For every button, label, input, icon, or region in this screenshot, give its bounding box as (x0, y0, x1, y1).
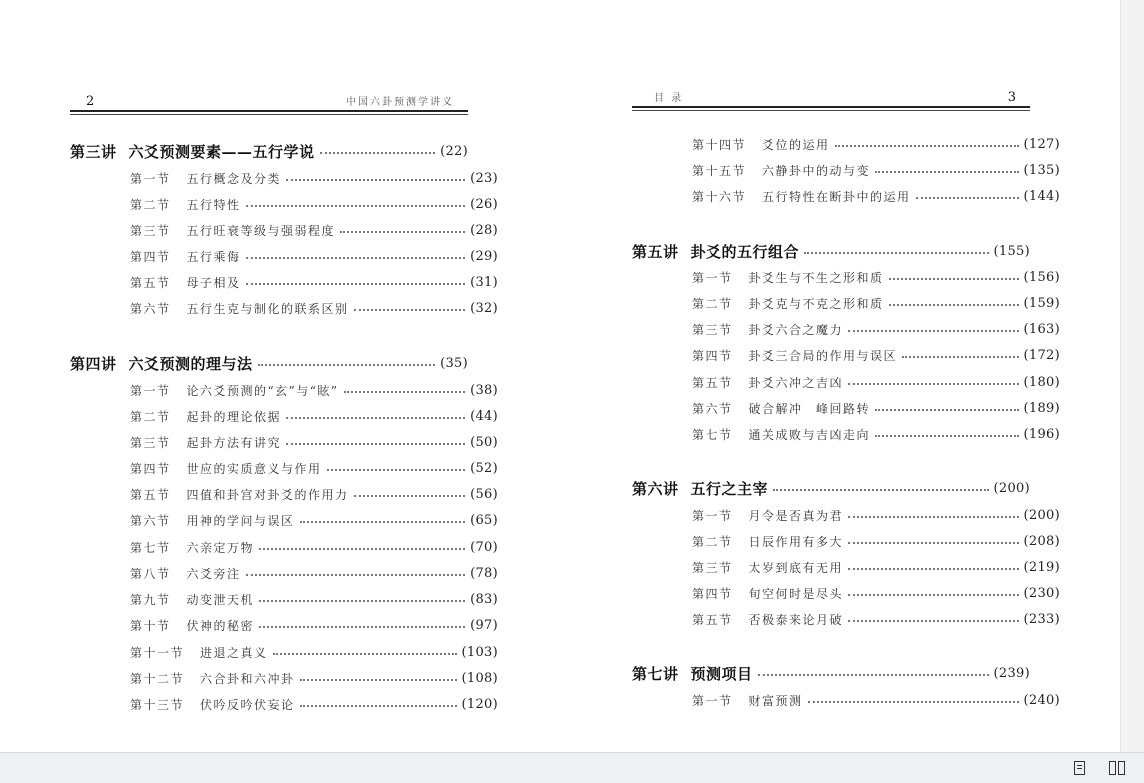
section-number: 第六节 (692, 401, 733, 416)
page-ref: (22) (440, 143, 468, 159)
toc-section[interactable] (662, 504, 1060, 526)
page-number: 2 (86, 94, 95, 109)
section-title: 旬空何时是尽头 (748, 586, 844, 601)
running-title: 目 录 (654, 93, 684, 104)
toc-section[interactable] (100, 483, 498, 505)
section-number: 第五节 (692, 375, 733, 390)
toc-section[interactable] (100, 245, 498, 267)
section-number: 第二节 (692, 534, 733, 549)
page-ref: (180) (1023, 374, 1060, 390)
section-number: 第一节 (692, 693, 733, 708)
page-ref: (52) (470, 460, 498, 476)
section-number: 第六节 (130, 513, 171, 528)
toc-section[interactable] (100, 193, 498, 215)
leader-dots (246, 574, 466, 576)
section-title: 起卦的理论依据 (186, 409, 282, 424)
page-ref: (144) (1023, 188, 1060, 204)
page-ref: (32) (470, 300, 498, 316)
section-number: 第五节 (130, 275, 171, 290)
leader-dots (344, 391, 466, 393)
leader-dots (808, 701, 1019, 703)
section-number: 第十四节 (692, 137, 747, 152)
section-title: 太岁到底有无用 (748, 560, 844, 575)
section-number: 第三节 (130, 435, 171, 450)
leader-dots (758, 674, 989, 676)
section-number: 第七节 (692, 427, 733, 442)
section-number: 第五节 (130, 487, 171, 502)
lecture-number: 第七讲 (632, 664, 679, 683)
leader-dots (259, 548, 465, 550)
page-ref: (230) (1023, 585, 1060, 601)
leader-dots (246, 283, 466, 285)
status-bar (0, 752, 1144, 783)
section-title: 起卦方法有讲究 (186, 435, 282, 450)
lecture-number: 第三讲 (70, 142, 117, 161)
toc-section[interactable] (100, 562, 498, 584)
lecture-number: 第四讲 (70, 354, 117, 373)
leader-dots (300, 521, 466, 523)
toc-section[interactable] (100, 693, 498, 715)
leader-dots (848, 542, 1019, 544)
section-number: 第四节 (130, 461, 171, 476)
leader-dots (916, 197, 1019, 199)
section-number: 第一节 (692, 508, 733, 523)
page-ref: (23) (470, 170, 498, 186)
section-title: 四值和卦宫对卦爻的作用力 (186, 487, 349, 502)
toc-section[interactable] (100, 271, 498, 293)
leader-dots (259, 626, 465, 628)
toc-section[interactable] (662, 582, 1060, 604)
page-ref: (29) (470, 248, 498, 264)
page-ref: (78) (470, 565, 498, 581)
page-ref: (26) (470, 196, 498, 212)
leader-dots (286, 179, 465, 181)
page-ref: (44) (470, 408, 498, 424)
leader-dots (875, 171, 1019, 173)
lecture-title: 六爻预测的理与法 (128, 354, 253, 373)
toc-section[interactable] (100, 536, 498, 558)
section-title: 卦爻六冲之吉凶 (748, 375, 844, 390)
page-number: 3 (1007, 90, 1016, 105)
toc-section[interactable] (662, 133, 1060, 155)
page-ref: (50) (470, 434, 498, 450)
toc-lecture[interactable] (632, 477, 1030, 499)
toc-section[interactable] (100, 667, 498, 689)
section-title: 世应的实质意义与作用 (186, 461, 322, 476)
toc-section[interactable] (662, 423, 1060, 445)
section-title: 卦爻克与不克之形和质 (748, 296, 884, 311)
section-number: 第四节 (130, 249, 171, 264)
toc-section[interactable] (100, 297, 498, 319)
section-title: 伏吟反吟伏妄论 (200, 697, 295, 712)
leader-dots (889, 278, 1019, 280)
section-number: 第六节 (130, 301, 171, 316)
two-page-view-button[interactable] (1106, 758, 1128, 778)
section-number: 第八节 (130, 566, 171, 581)
page-ref: (155) (993, 243, 1030, 259)
section-number: 第二节 (692, 296, 733, 311)
section-title: 卦爻六合之魔力 (748, 322, 844, 337)
page-ref: (65) (470, 512, 498, 528)
page-ref: (196) (1023, 426, 1060, 442)
section-title: 五行乘侮 (186, 249, 241, 264)
page-ref: (120) (461, 696, 498, 712)
running-header (632, 86, 1030, 108)
section-title: 卦爻生与不生之形和质 (748, 270, 884, 285)
lecture-number: 第五讲 (632, 242, 679, 261)
toc-section[interactable] (100, 219, 498, 241)
leader-dots (889, 304, 1019, 306)
section-title: 日辰作用有多大 (748, 534, 844, 549)
lecture-title: 五行之主宰 (690, 479, 769, 498)
running-title: 中国六卦预测学讲义 (346, 97, 454, 108)
page-ref: (28) (470, 222, 498, 238)
section-number: 第四节 (692, 586, 733, 601)
leader-dots (327, 469, 466, 471)
page-ref: (239) (993, 665, 1030, 681)
page-ref: (233) (1023, 611, 1060, 627)
toc-section[interactable] (662, 371, 1060, 393)
toc-section[interactable] (662, 556, 1060, 578)
toc-section[interactable] (100, 509, 498, 531)
toc-section[interactable] (100, 405, 498, 427)
toc-section[interactable] (662, 344, 1060, 366)
leader-dots (273, 653, 457, 655)
page-ref: (127) (1023, 136, 1060, 152)
page-ref: (208) (1023, 533, 1060, 549)
leader-dots (354, 309, 466, 311)
page-ref: (97) (470, 617, 498, 633)
section-title: 卦爻三合局的作用与误区 (748, 348, 898, 363)
section-number: 第十六节 (692, 189, 747, 204)
page-ref: (163) (1023, 321, 1060, 337)
page-ref: (240) (1023, 692, 1060, 708)
leader-dots (804, 252, 989, 254)
toc-section[interactable] (100, 379, 498, 401)
section-title: 否极泰来论月破 (748, 612, 844, 627)
section-title: 五行旺衰等级与强弱程度 (186, 223, 336, 238)
leader-dots (848, 620, 1019, 622)
toc-section[interactable] (662, 185, 1060, 207)
section-number: 第一节 (130, 383, 171, 398)
section-number: 第二节 (130, 197, 171, 212)
leader-dots (259, 600, 465, 602)
lecture-number: 第六讲 (632, 479, 679, 498)
leader-dots (320, 152, 436, 154)
toc-section[interactable] (100, 588, 498, 610)
leader-dots (286, 417, 465, 419)
toc-section[interactable] (662, 530, 1060, 552)
section-title: 破合解冲 峰回路转 (748, 401, 871, 416)
leader-dots (848, 330, 1019, 332)
section-title: 六合卦和六冲卦 (200, 671, 295, 686)
running-header (70, 90, 468, 112)
section-number: 第十节 (130, 618, 171, 633)
section-number: 第九节 (130, 592, 171, 607)
page-ref: (159) (1023, 295, 1060, 311)
toc-section[interactable] (100, 167, 498, 189)
section-title: 母子相及 (186, 275, 241, 290)
page-ref: (189) (1023, 400, 1060, 416)
page-ref: (200) (1023, 507, 1060, 523)
section-title: 五行特性 (186, 197, 241, 212)
leader-dots (848, 516, 1019, 518)
section-number: 第五节 (692, 612, 733, 627)
leader-dots (300, 705, 457, 707)
toc-lecture[interactable] (632, 662, 1030, 684)
section-number: 第二节 (130, 409, 171, 424)
section-number: 第一节 (130, 171, 171, 186)
toc-section[interactable] (662, 292, 1060, 314)
leader-dots (902, 356, 1019, 358)
page-ref: (38) (470, 382, 498, 398)
single-page-icon (1074, 761, 1085, 775)
toc-section[interactable] (100, 641, 498, 663)
leader-dots (340, 231, 465, 233)
leader-dots (848, 568, 1019, 570)
toc-lecture[interactable] (632, 240, 1030, 262)
section-title: 六静卦中的动与变 (762, 163, 871, 178)
vertical-scrollbar[interactable] (1120, 0, 1144, 752)
page-ref: (35) (440, 355, 468, 371)
section-title: 月令是否真为君 (748, 508, 844, 523)
leader-dots (835, 145, 1019, 147)
toc-section[interactable] (662, 689, 1060, 711)
section-title: 伏神的秘密 (186, 618, 255, 633)
toc-section[interactable] (662, 397, 1060, 419)
leader-dots (875, 409, 1019, 411)
toc-section[interactable] (100, 614, 498, 636)
page-ref: (172) (1023, 347, 1060, 363)
page-ref: (156) (1023, 269, 1060, 285)
toc-section[interactable] (662, 159, 1060, 181)
toc-section[interactable] (100, 457, 498, 479)
section-number: 第十五节 (692, 163, 747, 178)
page-ref: (200) (993, 480, 1030, 496)
section-title: 通关成败与吉凶走向 (748, 427, 871, 442)
page-ref: (31) (470, 274, 498, 290)
leader-dots (246, 205, 466, 207)
page-ref: (135) (1023, 162, 1060, 178)
section-number: 第十二节 (130, 671, 185, 686)
right-page (632, 0, 1060, 752)
section-number: 第十三节 (130, 697, 185, 712)
lecture-title: 卦爻的五行组合 (690, 242, 800, 261)
section-number: 第七节 (130, 540, 171, 555)
section-number: 第三节 (692, 560, 733, 575)
two-page-icon (1109, 761, 1125, 775)
toc-lecture[interactable] (70, 140, 468, 162)
section-title: 六爻旁注 (186, 566, 241, 581)
lecture-title: 六爻预测要素——五行学说 (128, 142, 315, 161)
toc-section[interactable] (100, 431, 498, 453)
section-title: 五行生克与制化的联系区别 (186, 301, 349, 316)
single-page-view-button[interactable] (1068, 758, 1090, 778)
section-number: 第四节 (692, 348, 733, 363)
lecture-title: 预测项目 (690, 664, 753, 683)
section-title: 动变泄天机 (186, 592, 255, 607)
section-title: 爻位的运用 (762, 137, 830, 152)
toc-lecture[interactable] (70, 352, 468, 374)
section-title: 六亲定万物 (186, 540, 255, 555)
page-ref: (83) (470, 591, 498, 607)
toc-section[interactable] (662, 608, 1060, 630)
leader-dots (246, 257, 466, 259)
toc-section[interactable] (662, 318, 1060, 340)
page-ref: (219) (1023, 559, 1060, 575)
section-title: 财富预测 (748, 693, 803, 708)
toc-section[interactable] (662, 266, 1060, 288)
leader-dots (258, 364, 436, 366)
leader-dots (848, 594, 1019, 596)
leader-dots (848, 383, 1019, 385)
page-ref: (70) (470, 539, 498, 555)
section-number: 第一节 (692, 270, 733, 285)
section-title: 用神的学问与误区 (186, 513, 295, 528)
leader-dots (354, 495, 466, 497)
page-ref: (103) (461, 644, 498, 660)
leader-dots (300, 679, 457, 681)
section-number: 第十一节 (130, 645, 185, 660)
section-number: 第三节 (130, 223, 171, 238)
section-title: 五行概念及分类 (186, 171, 282, 186)
page-ref: (108) (461, 670, 498, 686)
leader-dots (875, 435, 1019, 437)
leader-dots (773, 489, 989, 491)
leader-dots (286, 443, 465, 445)
section-title: 论六爻预测的“玄”与“眩” (186, 383, 339, 398)
section-title: 五行特性在断卦中的运用 (762, 189, 911, 204)
left-page (70, 0, 498, 752)
page-ref: (56) (470, 486, 498, 502)
section-number: 第三节 (692, 322, 733, 337)
section-title: 进退之真义 (200, 645, 268, 660)
